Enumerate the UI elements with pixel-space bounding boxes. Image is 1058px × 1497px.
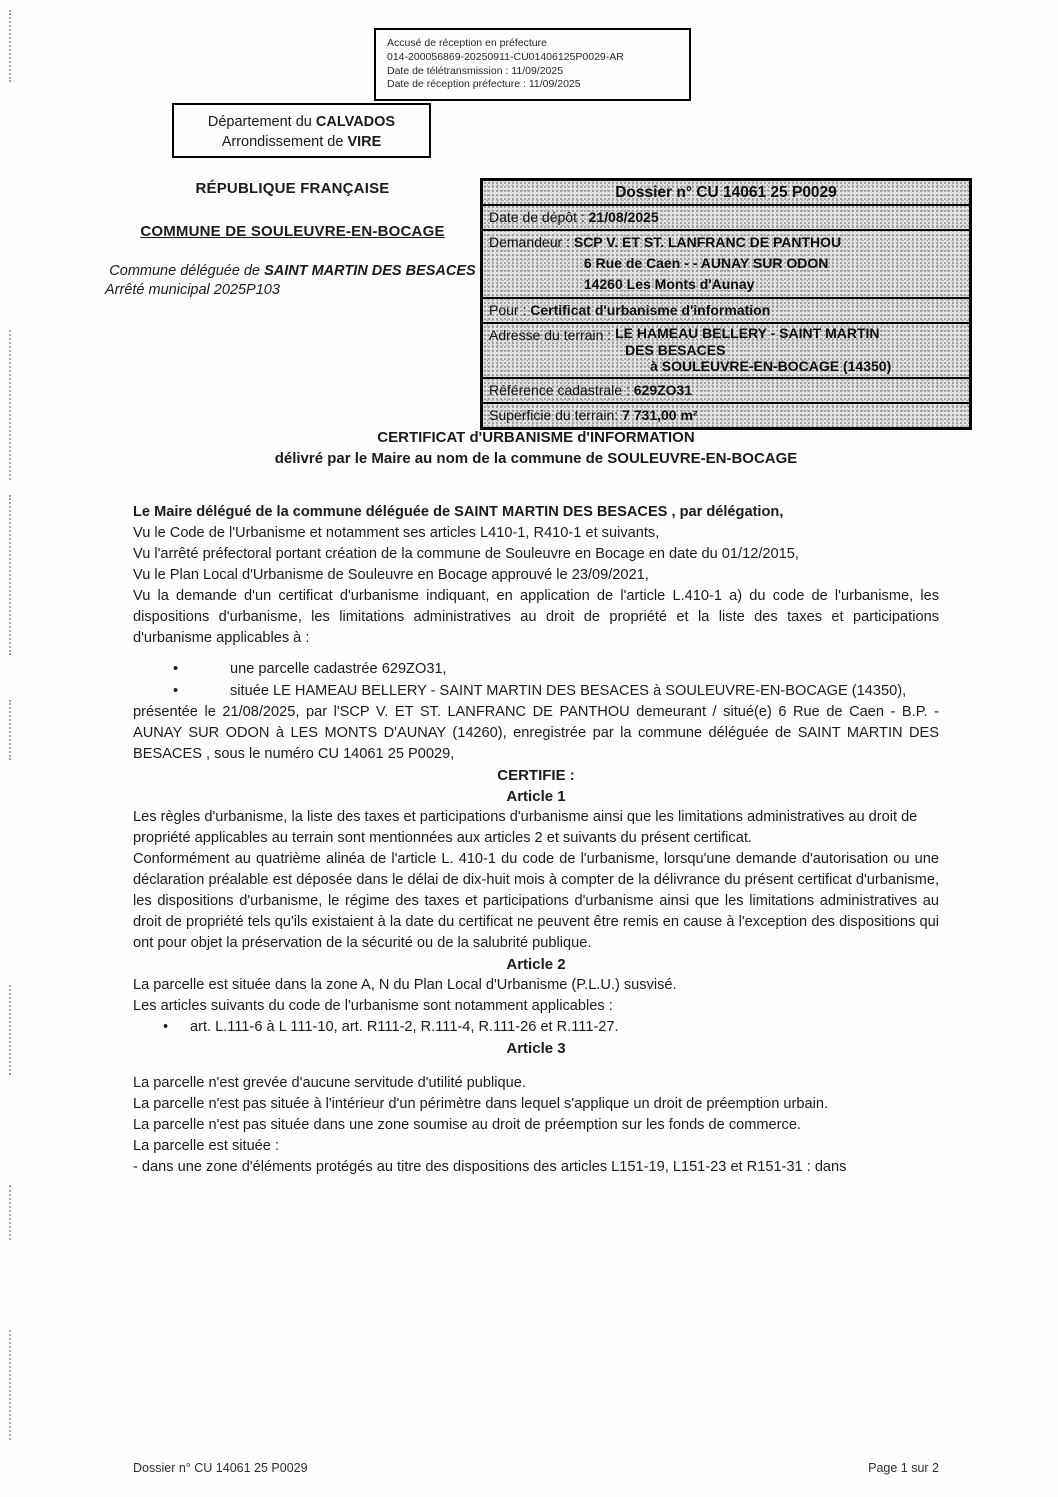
- scan-artifact: [9, 1330, 11, 1440]
- presentee-paragraph: présentée le 21/08/2025, par l'SCP V. ET ST. LANFRANC DE PANTHOU demeurant / situé(e) 6 Rue de Caen - B.P. - AUNAY SUR ODON à LES MONTS D'AUNAY (14260), enregistrée par la commune déléguée de SAINT MARTIN DES BESACES , sous le numéro CU 14061 25 P0029,: [133, 704, 939, 762]
- scan-artifact: [9, 495, 11, 655]
- article-3-line: La parcelle n'est pas située dans une zone soumise au droit de préemption sur les fonds de commerce.: [133, 1117, 801, 1133]
- article-1-heading: Article 1: [506, 788, 566, 805]
- delegated-commune: [105, 261, 480, 281]
- article-1-paragraph-1: Les règles d'urbanisme, la liste des taxes et participations d'urbanisme ainsi que les limitations administratives au droit de propriété applicables au terrain sont mentionnées aux articles 2 et suivants du présent certificat.: [133, 809, 918, 846]
- article-1-paragraph-2: Conformément au quatrième alinéa de l'article L. 410-1 du code de l'urbanisme, lorsqu'une demande d'autorisation ou une déclaration préalable est déposée dans le délai de dix-huit mois à compter de la délivrance du présent certificat d'urbanisme, les dispositions d'urbanisme, le régime des taxes et participations d'urbanisme ainsi que les limitations administratives au droit de propriété tels qu'ils existaient à la date du certificat ne peuvent être remis en cause à l'exception des dispositions qui ont pour objet la préservation de la sécurité ou de la salubrité publique.: [133, 851, 939, 951]
- article-3-line: La parcelle est située :: [133, 1138, 280, 1154]
- municipal-order: Arrêté municipal 2025P103: [105, 282, 280, 298]
- pour-label: Pour :: [489, 302, 531, 318]
- article-2-line-2: Les articles suivants du code de l'urbanisme sont notamment applicables :: [133, 998, 613, 1014]
- bullet-item: • une parcelle cadastrée 629ZO31,: [133, 659, 939, 681]
- receipt-transmission-date: Date de télétransmission : 11/09/2025: [387, 64, 564, 77]
- scan-artifact: [9, 985, 11, 1075]
- dossier-row-pour: [483, 297, 969, 322]
- dossier-row-depot: [483, 204, 969, 229]
- dossier-row-reference: [483, 377, 969, 402]
- superficie-label: Superficie du terrain:: [489, 406, 623, 423]
- receipt-reference: 014-200056869-20250911-CU01406125P0029-AR: [387, 50, 624, 63]
- vu-code-line1: Vu le Code de l'Urbanisme et notamment ses articles L410-1, R410-1 et suivants,: [133, 525, 660, 541]
- department-name: CALVADOS: [315, 114, 396, 130]
- pour-value: Certificat d'urbanisme d'information: [530, 302, 771, 318]
- vu-plu: Vu le Plan Local d'Urbanisme de Souleuvre en Bocage approuvé le 23/09/2021,: [133, 567, 649, 583]
- document-title: [133, 427, 939, 469]
- certifie-heading: CERTIFIE :: [497, 767, 575, 784]
- left-header: [105, 180, 480, 298]
- department-line: [174, 112, 429, 132]
- department-label: Département du: [207, 114, 316, 130]
- demandeur-value: [574, 232, 841, 295]
- delegated-commune-name: SAINT MARTIN DES BESACES: [264, 263, 476, 279]
- dossier-row-adresse: [483, 322, 969, 377]
- department-box: [172, 103, 431, 158]
- dossier-row-demandeur: [483, 229, 969, 297]
- footer-dossier-number: Dossier n° CU 14061 25 P0029: [133, 1461, 308, 1475]
- arrondissement-name: VIRE: [347, 134, 382, 150]
- document-title-line1: CERTIFICAT d'URBANISME d'INFORMATION: [377, 429, 695, 446]
- delegated-commune-label: Commune déléguée de: [109, 263, 265, 279]
- bullet-item: • art. L.111-6 à L 111-10, art. R111-2, R.111-4, R.111-26 et R.111-27.: [133, 1017, 939, 1038]
- vu-code-line2: Vu l'arrêté préfectoral portant création de la commune de Souleuvre en Bocage en date du 01/12/2015,: [133, 546, 799, 562]
- scan-artifact: [9, 1185, 11, 1240]
- adresse-value: [615, 325, 891, 375]
- commune-title: COMMUNE DE SOULEUVRE-EN-BOCAGE: [140, 223, 445, 240]
- dossier-box: [480, 178, 972, 430]
- reference-label: Référence cadastrale :: [489, 381, 634, 398]
- adresse-line3: à SOULEUVRE-EN-BOCAGE (14350): [650, 358, 892, 374]
- page-footer: [133, 1461, 939, 1475]
- adresse-line1: LE HAMEAU BELLERY - SAINT MARTIN: [615, 325, 880, 341]
- depot-label: Date de dépôt :: [489, 209, 589, 225]
- receipt-reception-date: Date de réception préfecture : 11/09/2025: [387, 78, 581, 91]
- adresse-label: Adresse du terrain :: [489, 327, 616, 343]
- adresse-line2: DES BESACES: [625, 341, 726, 358]
- scan-artifact: [9, 10, 11, 82]
- intro-paragraph: Le Maire délégué de la commune déléguée de SAINT MARTIN DES BESACES , par délégation,: [133, 504, 784, 520]
- demandeur-street: 6 Rue de Caen - - AUNAY SUR ODON: [583, 255, 829, 271]
- document-body: [133, 502, 939, 1178]
- demandeur-city: 14260 Les Monts d'Aunay: [583, 276, 755, 292]
- page-number: Page 1 sur 2: [868, 1461, 939, 1475]
- receipt-line: Accusé de réception en préfecture: [387, 37, 547, 49]
- prefecture-receipt-box: [374, 28, 691, 101]
- article-2-bullet-list: [133, 1017, 939, 1038]
- vu-demande: Vu la demande d'un certificat d'urbanisme indiquant, en application de l'article L.410-1 a) du code de l'urbanisme, les dispositions d'urbanisme, les limitations administratives au droit de propriété et la liste des taxes et participations d'urbanisme applicables à :: [133, 588, 939, 646]
- demande-bullet-list: [133, 659, 939, 702]
- depot-value: 21/08/2025: [588, 209, 659, 225]
- demandeur-name: SCP V. ET ST. LANFRANC DE PANTHOU: [573, 234, 842, 250]
- article-3-line: - dans une zone d'éléments protégés au titre des dispositions des articles L151-19, L151-23 et R151-31 : dans: [133, 1159, 847, 1175]
- dossier-row-superficie: [483, 402, 969, 427]
- arrondissement-label: Arrondissement de: [221, 134, 348, 150]
- dossier-number-header: Dossier n° CU 14061 25 P0029: [615, 184, 837, 201]
- article-3-line: La parcelle n'est pas située à l'intérieur d'un périmètre dans lequel s'applique un droit de préemption urbain.: [133, 1096, 829, 1112]
- bullet-item: • située LE HAMEAU BELLERY - SAINT MARTIN DES BESACES à SOULEUVRE-EN-BOCAGE (14350),: [133, 681, 939, 703]
- scan-artifact: [9, 330, 11, 480]
- article-2-heading: Article 2: [506, 956, 566, 973]
- republic-title: RÉPUBLIQUE FRANÇAISE: [195, 180, 390, 197]
- demandeur-label: Demandeur :: [489, 234, 574, 250]
- superficie-value: 7 731,00 m²: [622, 406, 698, 423]
- arrondissement-line: [174, 132, 429, 152]
- article-2-line-1: La parcelle est située dans la zone A, N du Plan Local d'Urbanisme (P.L.U.) susvisé.: [133, 977, 677, 993]
- scan-artifact: [9, 700, 11, 760]
- document-title-line2: délivré par le Maire au nom de la commune de SOULEUVRE-EN-BOCAGE: [274, 450, 798, 467]
- reference-value: 629ZO31: [633, 381, 693, 398]
- article-3-body: [133, 1073, 939, 1178]
- article-3-heading: Article 3: [506, 1040, 566, 1057]
- article-3-line: La parcelle n'est grevée d'aucune servitude d'utilité publique.: [133, 1075, 526, 1091]
